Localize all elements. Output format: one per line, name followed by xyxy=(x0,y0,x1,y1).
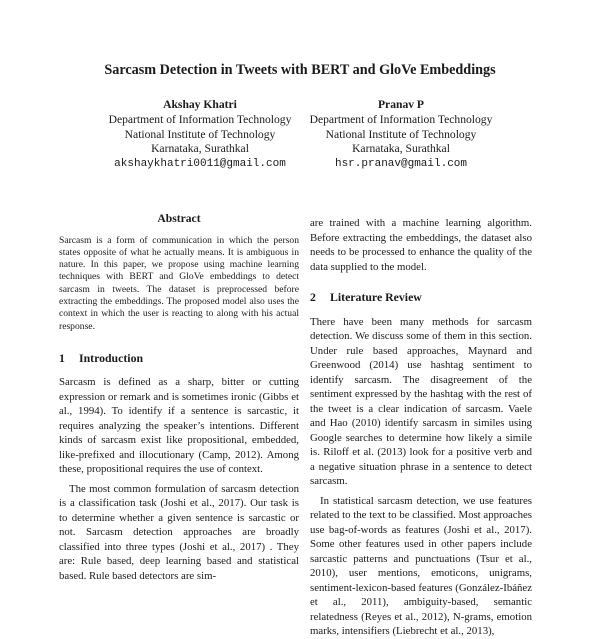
author-email: hsr.pranav@gmail.com xyxy=(334,158,468,171)
abstract-heading: Abstract xyxy=(157,212,201,225)
author-location: Karnataka, Surathkal xyxy=(352,142,450,156)
author-block xyxy=(301,98,501,172)
paragraph: In statistical sarcasm detection, we use features related to the text to be classified. Most approaches use bag-of-words as features (Joshi et al., 2017). Some other features used in other papers include sarcastic patterns and punctuations (Tsur et al., 2010), user mentions, emoticons, unigrams, sentiment-lexicon-based features (González-Ibáñez et al., 2011), ambiguity-based, semantic relatedness (Reyes et al., 2012), N-grams, emotion marks, intensifiers (Liebrecht et al., 2013), xyxy=(310,494,532,637)
author-institution: National Institute of Technology xyxy=(124,127,276,141)
author-location: Karnataka, Surathkal xyxy=(151,142,249,156)
section-title: Literature Review xyxy=(330,290,422,304)
section-number: 2 xyxy=(310,290,316,304)
section-title: Introduction xyxy=(79,350,144,365)
left-column xyxy=(59,212,299,583)
author-block xyxy=(100,98,300,172)
abstract-text: Sarcasm is a form of communication in which the person states opposite of what he actually means. It is ambiguous in nature. In this paper, we propose using machine learning techniques with BERT and GloVe embeddings to detect sarcasm in tweets. The dataset is preprocessed before extracting the embeddings. The proposed model also uses the context in which the user is reacting to along with his actual response. xyxy=(59,234,299,332)
author-name: Akshay Khatri xyxy=(163,98,237,111)
author-name: Pranav P xyxy=(377,98,425,111)
paragraph: Sarcasm is defined as a sharp, bitter or cutting expression or remark and is sometimes ironic (Gibbs et al., 1994). To identify if a sentence is sarcastic, it requires analyzing the speaker’s intentions. Different kinds of sarcasm exist like propositional, embedded, like-prefixed and illocutionary (Camp, 2012). Among these, propositional requires the use of context. xyxy=(59,376,299,476)
section-number: 1 xyxy=(59,350,65,365)
paper-title: Sarcasm Detection in Tweets with BERT and GloVe Embeddings xyxy=(104,62,496,78)
right-column xyxy=(310,216,532,639)
author-email: akshaykhatri0011@gmail.com xyxy=(114,158,286,171)
paragraph: There have been many methods for sarcasm detection. We discuss some of them in this section. Under rule based approaches, Maynard and Greenwood (2014) use hashtag sentiment to identify sarcasm. The disagreement of the sentiment expressed by the hashtag with the rest of the tweet is a clear indication of sarcasm. Vaele and Hao (2010) identify sarcasm in similes using Google searches to determine how likely a simile is. Riloff et al. (2013) look for a positive verb and a negative situation phrase in a sentence to detect sarcasm. xyxy=(310,315,532,487)
section-heading-introduction xyxy=(59,351,299,366)
author-institution: National Institute of Technology xyxy=(325,127,477,141)
author-department: Department of Information Technology xyxy=(108,112,292,126)
paragraph: are trained with a machine learning algorithm. Before extracting the embeddings, the dataset also needs to be processed to enhance the quality of the data supplied to the model. xyxy=(310,217,532,273)
author-department: Department of Information Technology xyxy=(309,112,493,126)
section-heading-literature-review xyxy=(310,290,532,305)
paragraph: The most common formulation of sarcasm detection is a classification task (Joshi et al., 2017). Our task is to determine whether a given sentence is sarcastic or not. Sarcasm detection approaches are broadly classified into three types (Joshi et al., 2017) . They are: Rule based, deep learning based and statistical based. Rule based detectors are sim- xyxy=(59,482,299,582)
